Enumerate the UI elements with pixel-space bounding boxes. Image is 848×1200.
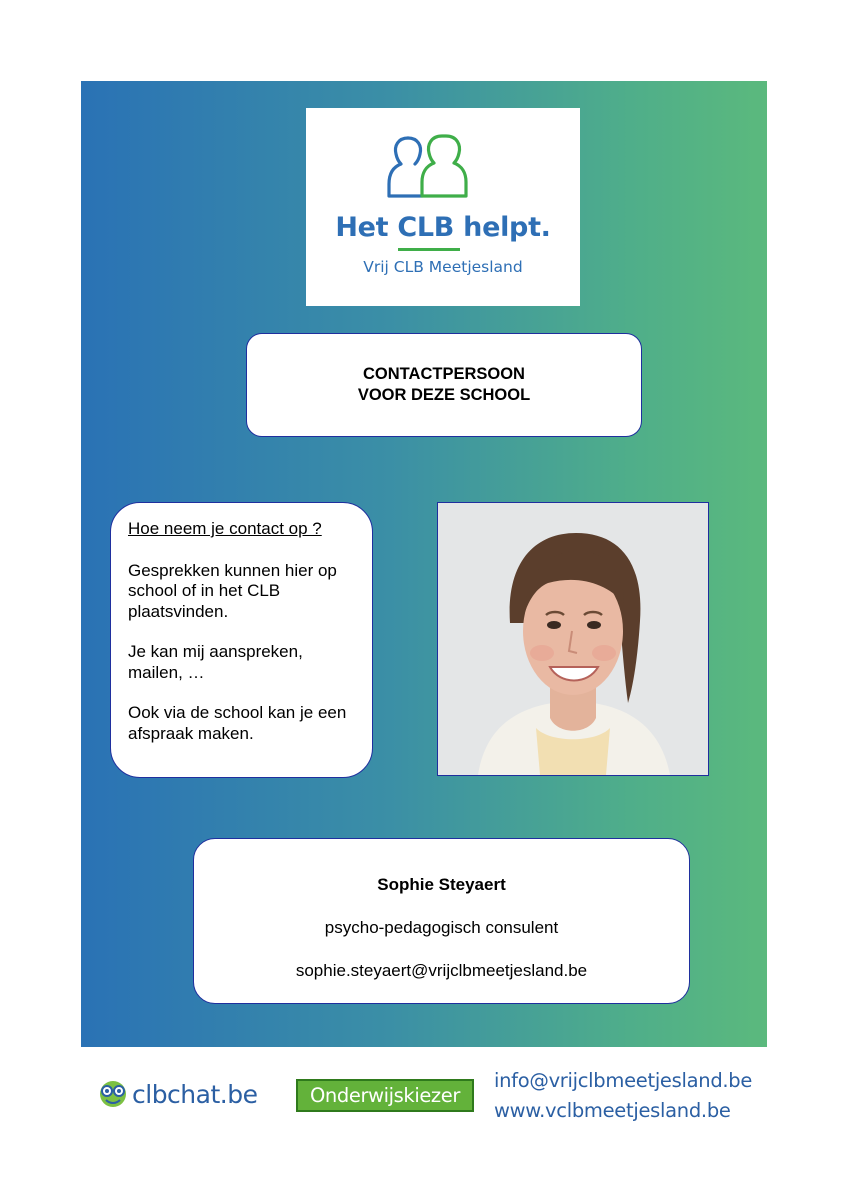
heading-line-2: VOOR DEZE SCHOOL xyxy=(357,386,531,404)
person-role: psycho-pedagogisch consulent xyxy=(324,918,559,937)
howto-title: Hoe neem je contact op ? xyxy=(128,519,322,538)
heading-box xyxy=(246,333,642,437)
heading-line-1: CONTACTPERSOON xyxy=(363,365,525,383)
person-email[interactable]: sophie.steyaert@vrijclbmeetjesland.be xyxy=(295,961,588,980)
footer-email[interactable]: info@vrijclbmeetjesland.be xyxy=(494,1069,753,1092)
portrait-photo-icon xyxy=(438,503,708,775)
clbchat-logo[interactable] xyxy=(96,1076,257,1112)
logo-subtitle: Vrij CLB Meetjesland xyxy=(363,258,523,276)
onderwijskiezer-badge[interactable]: Onderwijskiezer xyxy=(296,1079,474,1112)
clb-logo xyxy=(306,108,580,306)
portrait-photo xyxy=(437,502,709,776)
footer-website[interactable]: www.vclbmeetjesland.be xyxy=(494,1099,731,1122)
logo-title: Het CLB helpt. xyxy=(335,212,551,243)
howto-paragraph-1: Gesprekken kunnen hier op school of in het CLB plaatsvinden. xyxy=(128,560,337,621)
howto-paragraph-3: Ook via de school kan je een afspraak maken. xyxy=(128,703,347,743)
logo-underline xyxy=(398,248,460,251)
footer-contact xyxy=(494,1066,764,1126)
howto-paragraph-2: Je kan mij aanspreken, mailen, … xyxy=(128,642,303,682)
two-people-outline-icon xyxy=(386,132,470,202)
howto-box xyxy=(110,502,373,778)
person-name: Sophie Steyaert xyxy=(377,875,506,894)
clbchat-label: clbchat.be xyxy=(132,1079,258,1109)
chat-bubble-face-icon xyxy=(96,1079,130,1109)
contact-person-card xyxy=(193,838,690,1004)
